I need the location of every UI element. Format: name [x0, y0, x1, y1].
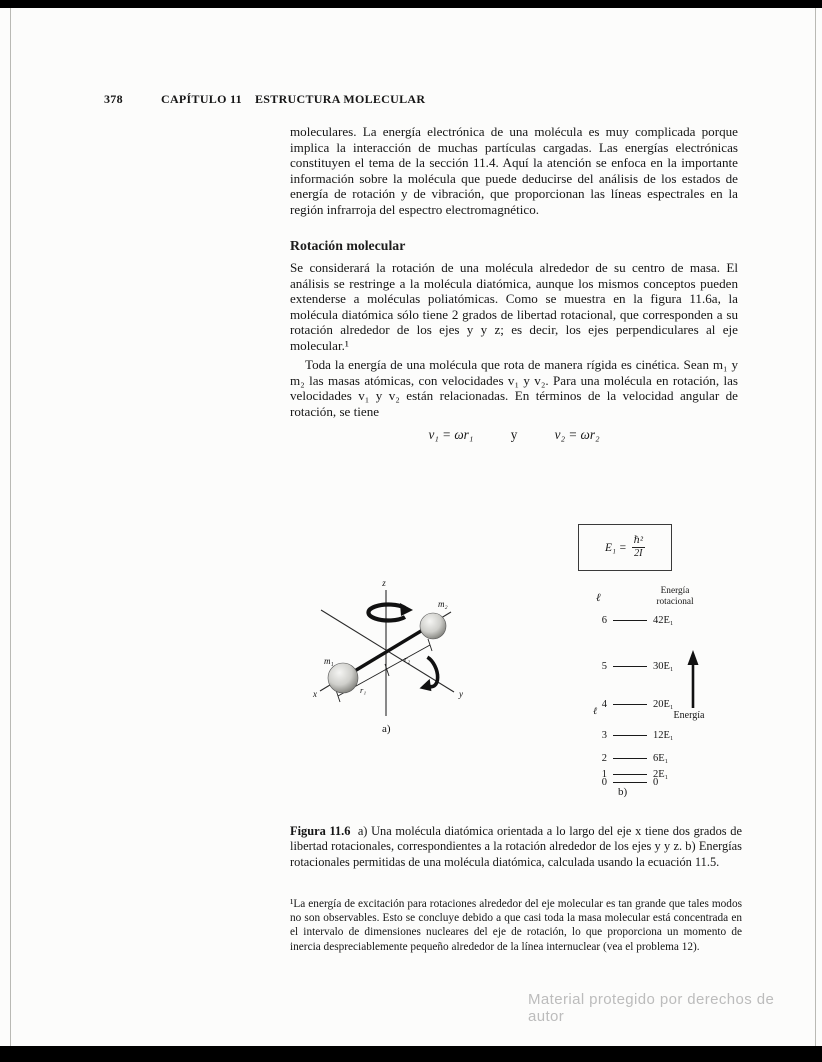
- y-axis-label: y: [459, 689, 463, 699]
- energy-arrow-label: Energía: [673, 710, 705, 721]
- equation-conjunction: y: [510, 427, 518, 442]
- section-heading: Rotación molecular: [290, 238, 406, 253]
- energy-level-line: [613, 735, 647, 736]
- rotation-arrow-z-head: [400, 603, 413, 616]
- panel-b-label: b): [618, 786, 628, 798]
- energy-level-number: 4: [601, 699, 607, 711]
- quantum-number-column-header: ℓ: [596, 592, 601, 604]
- energy-column-header-line2: rotacional: [656, 596, 694, 607]
- figure-caption-lead: Figura 11.6: [290, 824, 351, 838]
- energy-level-line: [613, 620, 647, 621]
- energy-column-header-line1: Energía: [660, 586, 690, 596]
- energy-level-number: 1: [601, 768, 607, 780]
- equation-lhs: v₁ = ωr₁: [428, 427, 474, 442]
- rotation-arrow-z: [368, 605, 405, 621]
- copyright-watermark: Material protegido por derechos de autor: [528, 991, 775, 1025]
- x-axis-label: x: [313, 689, 317, 699]
- energy-level-value: 12E₁: [653, 730, 674, 742]
- boxed-equation-lhs: E₁ =: [604, 541, 627, 554]
- fraction-numerator: ℏ²: [633, 535, 644, 546]
- equation-rhs: v₂ = ωr₂: [554, 427, 600, 442]
- atom-m2: [420, 613, 446, 639]
- energy-level-number: 0: [601, 776, 607, 788]
- atom-m1: [328, 663, 358, 693]
- r1-label: r₁: [360, 685, 367, 695]
- diatomic-molecule-diagram: [300, 576, 482, 756]
- chapter-label: CAPÍTULO 11: [161, 92, 242, 106]
- paragraph-rotation: Se considerará la rotación de una molécula alrededor de su centro de masa. El análisis se restringe a la molécula diatómica, aunque los mismos conceptos pueden extenderse a moléculas poliatómicas. Como se muestra en la figura 11.6a, la molécula diatómica sólo tiene 2 grados de libertad rotacional, que corresponden a su rotación alrededor de los ejes y y z; es decir, los ejes perpendiculares al eje molecular.¹: [290, 260, 738, 353]
- energy-level-value: 30E₁: [653, 660, 674, 672]
- footnote: ¹La energía de excitación para rotaciones alrededor del eje molecular es tan grande que tales modos no son observables. Esto se concluye debido a que casi toda la masa molecular está concentrada en el intervalo de dimensiones nucleares del eje de rotación, lo que proporciona un momento de inercia despreciablemente pequeño alrededor de la línea internuclear (vea el problema 12).: [290, 898, 742, 953]
- figure-caption: [290, 824, 742, 870]
- energy-level-value: 0: [653, 776, 659, 788]
- scan-bar-bottom: [0, 1046, 822, 1062]
- energy-level-value: 2E₁: [653, 768, 669, 780]
- paragraph-kinetic-energy: Toda la energía de una molécula que rota de manera rígida es cinética. Sean m₁ y m₂ las masas atómicas, con velocidades v₁ y v₂. Para una molécula en rotación, las velocidades v₁ y v₂ están relacionadas. En términos de la velocidad angular de rotación, se tiene: [290, 357, 738, 419]
- energy-level-diagram: [585, 586, 727, 808]
- energy-level-number: 5: [601, 660, 607, 672]
- energy-level-value: 6E₁: [653, 753, 669, 765]
- fraction-denominator: 2I: [634, 548, 643, 559]
- energy-column-header: [637, 586, 713, 607]
- mass1-label: m₁: [324, 656, 334, 666]
- energy-level-value: 42E₁: [653, 614, 674, 626]
- energy-level-number: 3: [601, 730, 607, 742]
- energy-level-row: [585, 660, 674, 672]
- chapter-title: ESTRUCTURA MOLECULAR: [255, 92, 426, 106]
- paragraph-intro: moleculares. La energía electrónica de una molécula es muy complicada porque implica la interacción de muchas partículas cargadas. Las energías electrónicas constituyen el tema de la sección 11.4. Aquí la atención se enfoca en la importante información sobre la molécula que puede deducirse del análisis de los estados de energía de rotación y de vibración, que proporcionan las líneas espectrales en la región infrarroja del espectro electromagnético.: [290, 124, 738, 217]
- stray-l-mark: ℓ: [593, 706, 598, 717]
- equation-velocities: [290, 427, 738, 443]
- energy-level-number: 2: [601, 753, 607, 765]
- energy-level-line: [613, 758, 647, 759]
- energy-level-line: [613, 666, 647, 667]
- energy-level-row: [585, 753, 668, 765]
- r2-label: r₂: [404, 654, 411, 664]
- dimension-tick-3: [428, 639, 432, 651]
- page-edge-left: [10, 8, 11, 1046]
- energy-level-line: [613, 782, 647, 783]
- boxed-equation-fraction: [632, 536, 645, 559]
- energy-direction-arrow: [685, 650, 701, 710]
- energy-level-line: [613, 774, 647, 775]
- energy-level-line: [613, 704, 647, 705]
- page-edge-right: [815, 8, 816, 1046]
- energy-level-number: 6: [601, 614, 607, 626]
- energy-level-row: [585, 614, 674, 626]
- figure-caption-text: a) Una molécula diatómica orientada a lo largo del eje x tiene dos grados de libertad rotacionales, correspondientes a la rotación alrededor de los ejes y y z. b) Energías rotacionales permitidas de una molécula diatómica, calculada usando la ecuación 11.5.: [290, 824, 742, 869]
- energy-level-row: [585, 730, 674, 742]
- boxed-equation-rotational-energy: [578, 524, 672, 571]
- z-axis-label: z: [382, 578, 386, 588]
- page-number: 378: [104, 92, 123, 106]
- energy-level-value: 20E₁: [653, 699, 674, 711]
- mass2-label: m₂: [438, 599, 448, 609]
- panel-a-label: a): [382, 723, 391, 735]
